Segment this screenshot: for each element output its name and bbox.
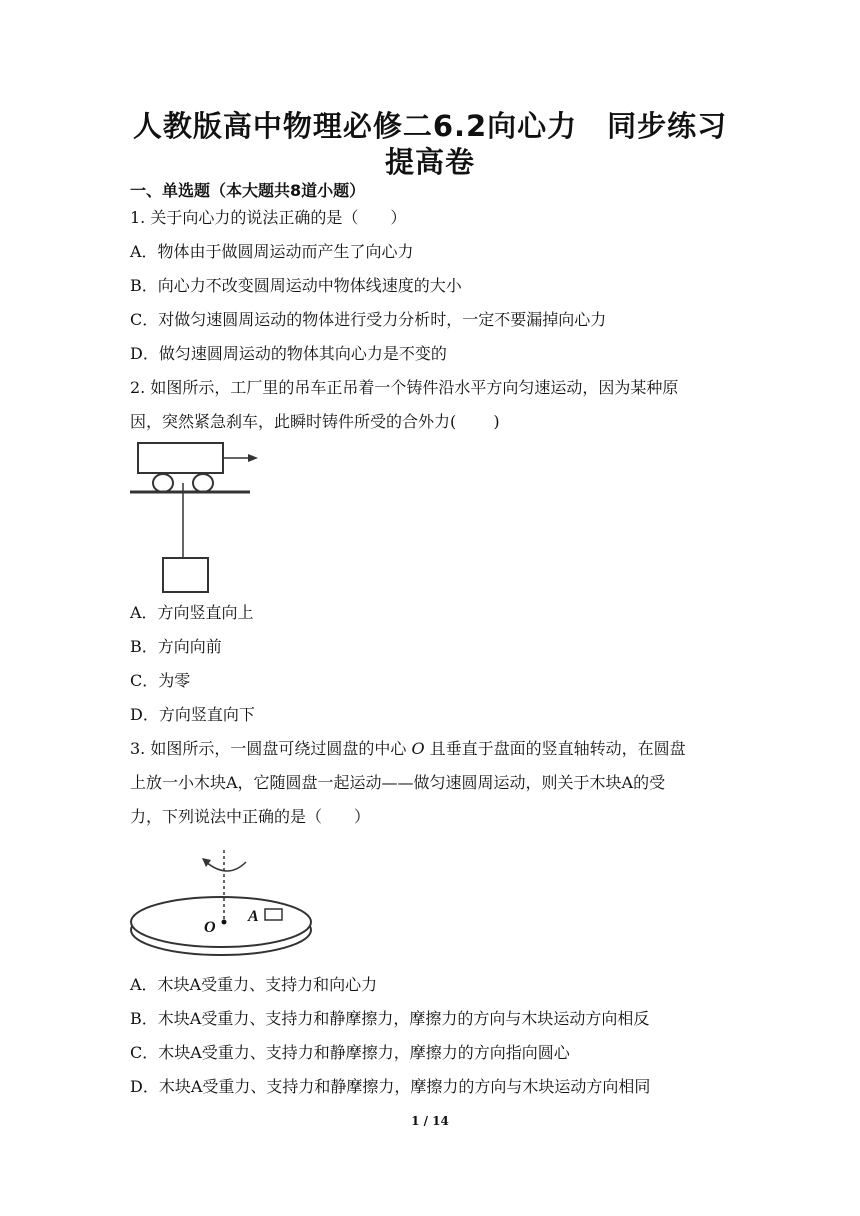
rotation-arrow xyxy=(206,862,246,871)
trolley-wheel-right xyxy=(193,474,213,492)
document-title-line2: 提高卷 xyxy=(384,145,475,179)
q3-option-a: A．木块A受重力、支持力和向心力 xyxy=(130,975,378,994)
q3-stem-line2: 上放一小木块A，它随圆盘一起运动——做匀速圆周运动，则关于木块A的受 xyxy=(130,773,666,792)
motion-arrow-head xyxy=(248,454,258,462)
q3-stem-line1: 3. 如图所示，一圆盘可绕过圆盘的中心 O 且垂直于盘面的竖直轴转动，在圆盘 xyxy=(130,739,686,758)
document-title-line1: 人教版高中物理必修二6.2向心力 同步练习 xyxy=(132,109,728,143)
q1-option-b: B．向心力不改变圆周运动中物体线速度的大小 xyxy=(130,276,462,295)
crane-trolley xyxy=(138,443,223,473)
q1-option-d: D．做匀速圆周运动的物体其向心力是不变的 xyxy=(130,344,447,363)
casting-block xyxy=(163,558,208,592)
q2-option-c: C．为零 xyxy=(130,671,191,690)
q1-option-c: C．对做匀速圆周运动的物体进行受力分析时，一定不要漏掉向心力 xyxy=(130,310,607,329)
q3-option-c: C．木块A受重力、支持力和静摩擦力，摩擦力的方向指向圆心 xyxy=(130,1043,570,1062)
q2-stem-line1: 2. 如图所示，工厂里的吊车正吊着一个铸件沿水平方向匀速运动，因为某种原 xyxy=(130,378,679,397)
label-o: O xyxy=(204,919,216,936)
crane-figure xyxy=(128,438,268,598)
q3-option-b: B．木块A受重力、支持力和静摩擦力，摩擦力的方向与木块运动方向相反 xyxy=(130,1009,650,1028)
disk-center-dot xyxy=(222,920,227,925)
q1-stem: 1. 关于向心力的说法正确的是（ ） xyxy=(130,208,407,227)
disk-top xyxy=(131,897,311,947)
q2-option-d: D．方向竖直向下 xyxy=(130,705,255,724)
wood-block-a xyxy=(265,909,282,920)
q2-option-b: B．方向向前 xyxy=(130,637,222,656)
q3-option-d: D．木块A受重力、支持力和静摩擦力，摩擦力的方向与木块运动方向相同 xyxy=(130,1077,651,1096)
label-a: A xyxy=(248,908,259,925)
q2-option-a: A．方向竖直向上 xyxy=(130,603,254,622)
q2-stem-line2: 因，突然紧急刹车，此瞬时铸件所受的合外力( ) xyxy=(130,412,500,431)
q1-option-a: A．物体由于做圆周运动而产生了向心力 xyxy=(130,242,414,261)
page-number: 1 / 14 xyxy=(411,1114,449,1128)
rotating-disk-figure xyxy=(128,840,318,965)
trolley-wheel-left xyxy=(153,474,173,492)
q3-stem-line3: 力，下列说法中正确的是（ ） xyxy=(130,807,371,826)
section-heading: 一、单选题（本大题共8道小题） xyxy=(130,181,366,200)
